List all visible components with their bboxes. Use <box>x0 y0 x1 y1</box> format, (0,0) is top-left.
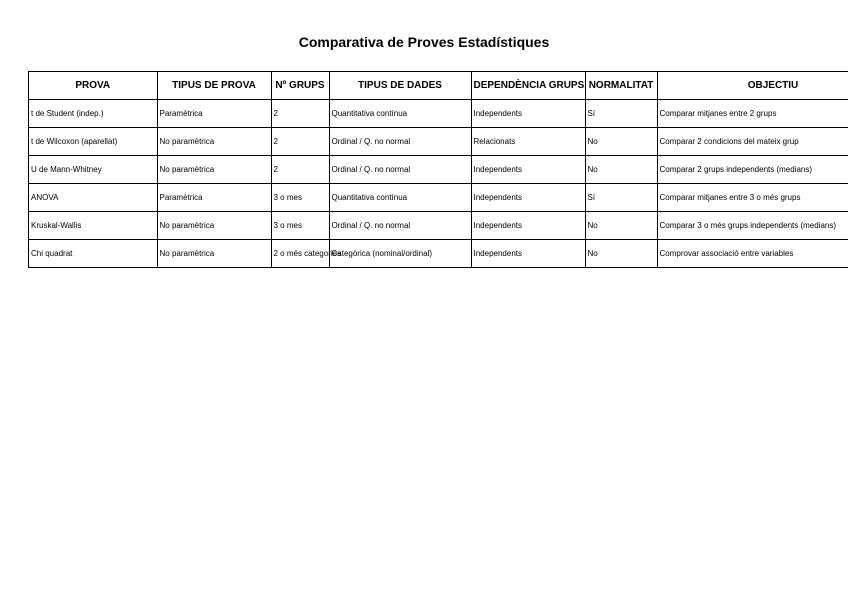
header-objectiu: OBJECTIU <box>657 72 848 100</box>
cell-objectiu: Comparar 2 condicions del mateix grup <box>657 128 848 156</box>
cell-tipus-de-dades: Ordinal / Q. no normal <box>329 156 471 184</box>
cell-n-grups: 2 <box>271 100 329 128</box>
table-row <box>29 212 848 240</box>
cell-n-grups: 2 <box>271 156 329 184</box>
cell-tipus-de-dades: Categòrica (nominal/ordinal) <box>329 240 471 268</box>
cell-objectiu: Comparar 2 grups independents (medians) <box>657 156 848 184</box>
cell-dependencia-grups: Relacionats <box>471 128 585 156</box>
cell-n-grups: 3 o mes <box>271 184 329 212</box>
cell-n-grups: 2 o més categories <box>271 240 329 268</box>
cell-normalitat: No <box>585 128 657 156</box>
cell-normalitat: No <box>585 240 657 268</box>
table-row <box>29 240 848 268</box>
header-tipus-de-prova: TIPUS DE PROVA <box>157 72 271 100</box>
table-header-row <box>29 72 848 100</box>
cell-tipus-de-prova: Paramètrica <box>157 100 271 128</box>
cell-prova: Chi quadrat <box>29 240 157 268</box>
cell-objectiu: Comprovar associació entre variables <box>657 240 848 268</box>
table-row <box>29 100 848 128</box>
cell-tipus-de-prova: No paramètrica <box>157 128 271 156</box>
cell-normalitat: No <box>585 212 657 240</box>
header-prova: PROVA <box>29 72 157 100</box>
comparison-table <box>29 72 848 268</box>
cell-prova: ANOVA <box>29 184 157 212</box>
table-row <box>29 128 848 156</box>
cell-objectiu: Comparar mitjanes entre 3 o més grups <box>657 184 848 212</box>
header-tipus-de-dades: TIPUS DE DADES <box>329 72 471 100</box>
cell-tipus-de-dades: Quantitativa contínua <box>329 100 471 128</box>
cell-n-grups: 2 <box>271 128 329 156</box>
cell-tipus-de-dades: Quantitativa contínua <box>329 184 471 212</box>
header-normalitat: NORMALITAT <box>585 72 657 100</box>
cell-normalitat: Sí <box>585 100 657 128</box>
cell-dependencia-grups: Independents <box>471 156 585 184</box>
cell-tipus-de-prova: No paramètrica <box>157 212 271 240</box>
cell-n-grups: 3 o mes <box>271 212 329 240</box>
cell-dependencia-grups: Independents <box>471 212 585 240</box>
page-title: Comparativa de Proves Estadístiques <box>298 34 550 50</box>
cell-tipus-de-dades: Ordinal / Q. no normal <box>329 128 471 156</box>
cell-objectiu: Comparar mitjanes entre 2 grups <box>657 100 848 128</box>
table-row <box>29 156 848 184</box>
cell-objectiu: Comparar 3 o més grups independents (medians) <box>657 212 848 240</box>
header-dependencia-grups: DEPENDÈNCIA GRUPS <box>471 72 585 100</box>
cell-prova: Kruskal-Wallis <box>29 212 157 240</box>
cell-prova: U de Mann-Whitney <box>29 156 157 184</box>
cell-tipus-de-prova: Paramètrica <box>157 184 271 212</box>
comparison-table-container <box>28 71 848 268</box>
header-n-grups: Nº GRUPS <box>271 72 329 100</box>
cell-prova: t de Student (indep.) <box>29 100 157 128</box>
cell-tipus-de-prova: No paramètrica <box>157 156 271 184</box>
table-row <box>29 184 848 212</box>
cell-dependencia-grups: Independents <box>471 100 585 128</box>
cell-tipus-de-dades: Ordinal / Q. no normal <box>329 212 471 240</box>
cell-normalitat: Sí <box>585 184 657 212</box>
cell-dependencia-grups: Independents <box>471 240 585 268</box>
cell-normalitat: No <box>585 156 657 184</box>
cell-tipus-de-prova: No paramètrica <box>157 240 271 268</box>
cell-dependencia-grups: Independents <box>471 184 585 212</box>
cell-prova: t de Wilcoxon (aparellat) <box>29 128 157 156</box>
